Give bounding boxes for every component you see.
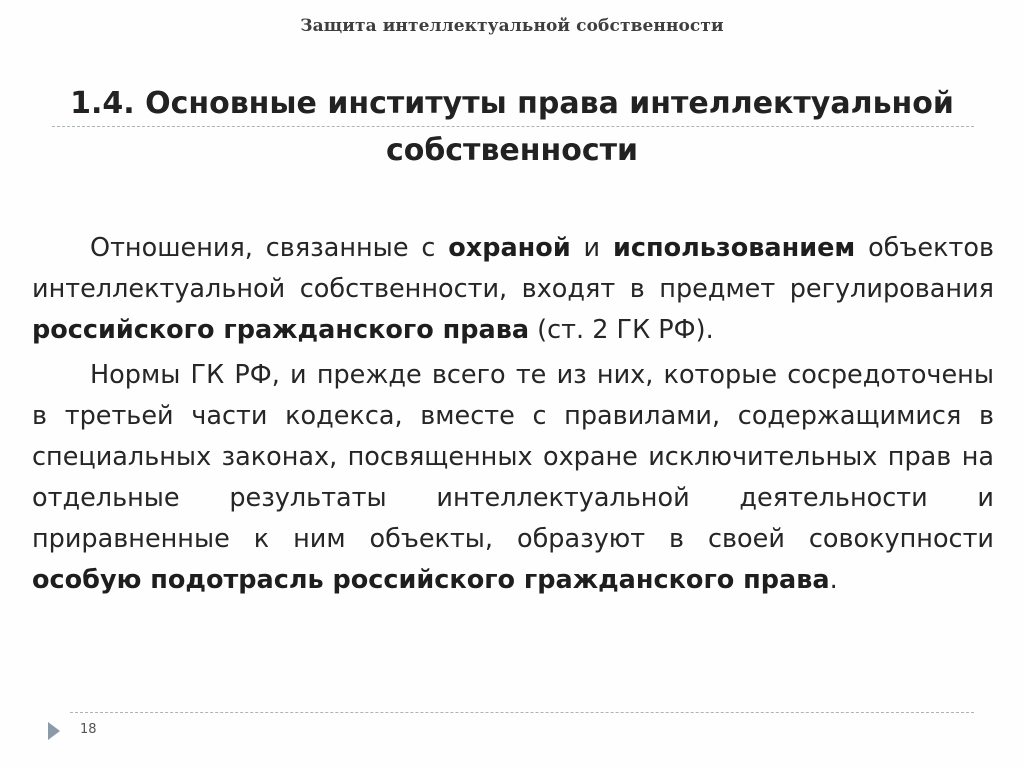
slide-title-line-2: собственности	[385, 133, 639, 168]
slide-title	[40, 80, 984, 174]
p2-bold-1: особую подотрасль российского гражданского права	[32, 565, 830, 595]
paragraph-2	[32, 355, 994, 601]
triangle-bullet-icon	[48, 722, 60, 740]
paragraph-1	[32, 228, 994, 351]
footer-divider	[70, 712, 974, 713]
p1-text-3: объектов интеллектуальной собственности, входят в предмет регулирования	[32, 233, 994, 304]
slide-body	[32, 228, 994, 601]
p1-text-1: Отношения, связанные с	[90, 233, 449, 263]
p1-bold-3: российского гражданского права	[32, 315, 530, 345]
p1-text-2: и	[570, 233, 613, 263]
p2-text-1: Нормы ГК РФ, и прежде всего те из них, которые сосредоточены в третьей части кодекса, вместе с правилами, содержащимися в специальных законах, посвященных охране исключительных прав на отдельные результаты интеллектуальной деятельности и приравненные к ним объекты, образуют в своей совокупности	[32, 360, 994, 554]
p2-text-2: .	[829, 565, 838, 595]
slide-title-line-1: 1.4. Основные институты права интеллектуальной	[70, 86, 954, 121]
title-divider	[52, 126, 974, 127]
p1-bold-2: использованием	[612, 233, 856, 263]
page-number: 18	[80, 722, 97, 737]
running-header: Защита интеллектуальной собственности	[300, 16, 724, 36]
p1-text-4: (ст. 2 ГК РФ).	[529, 315, 714, 345]
p1-bold-1: охраной	[448, 233, 571, 263]
